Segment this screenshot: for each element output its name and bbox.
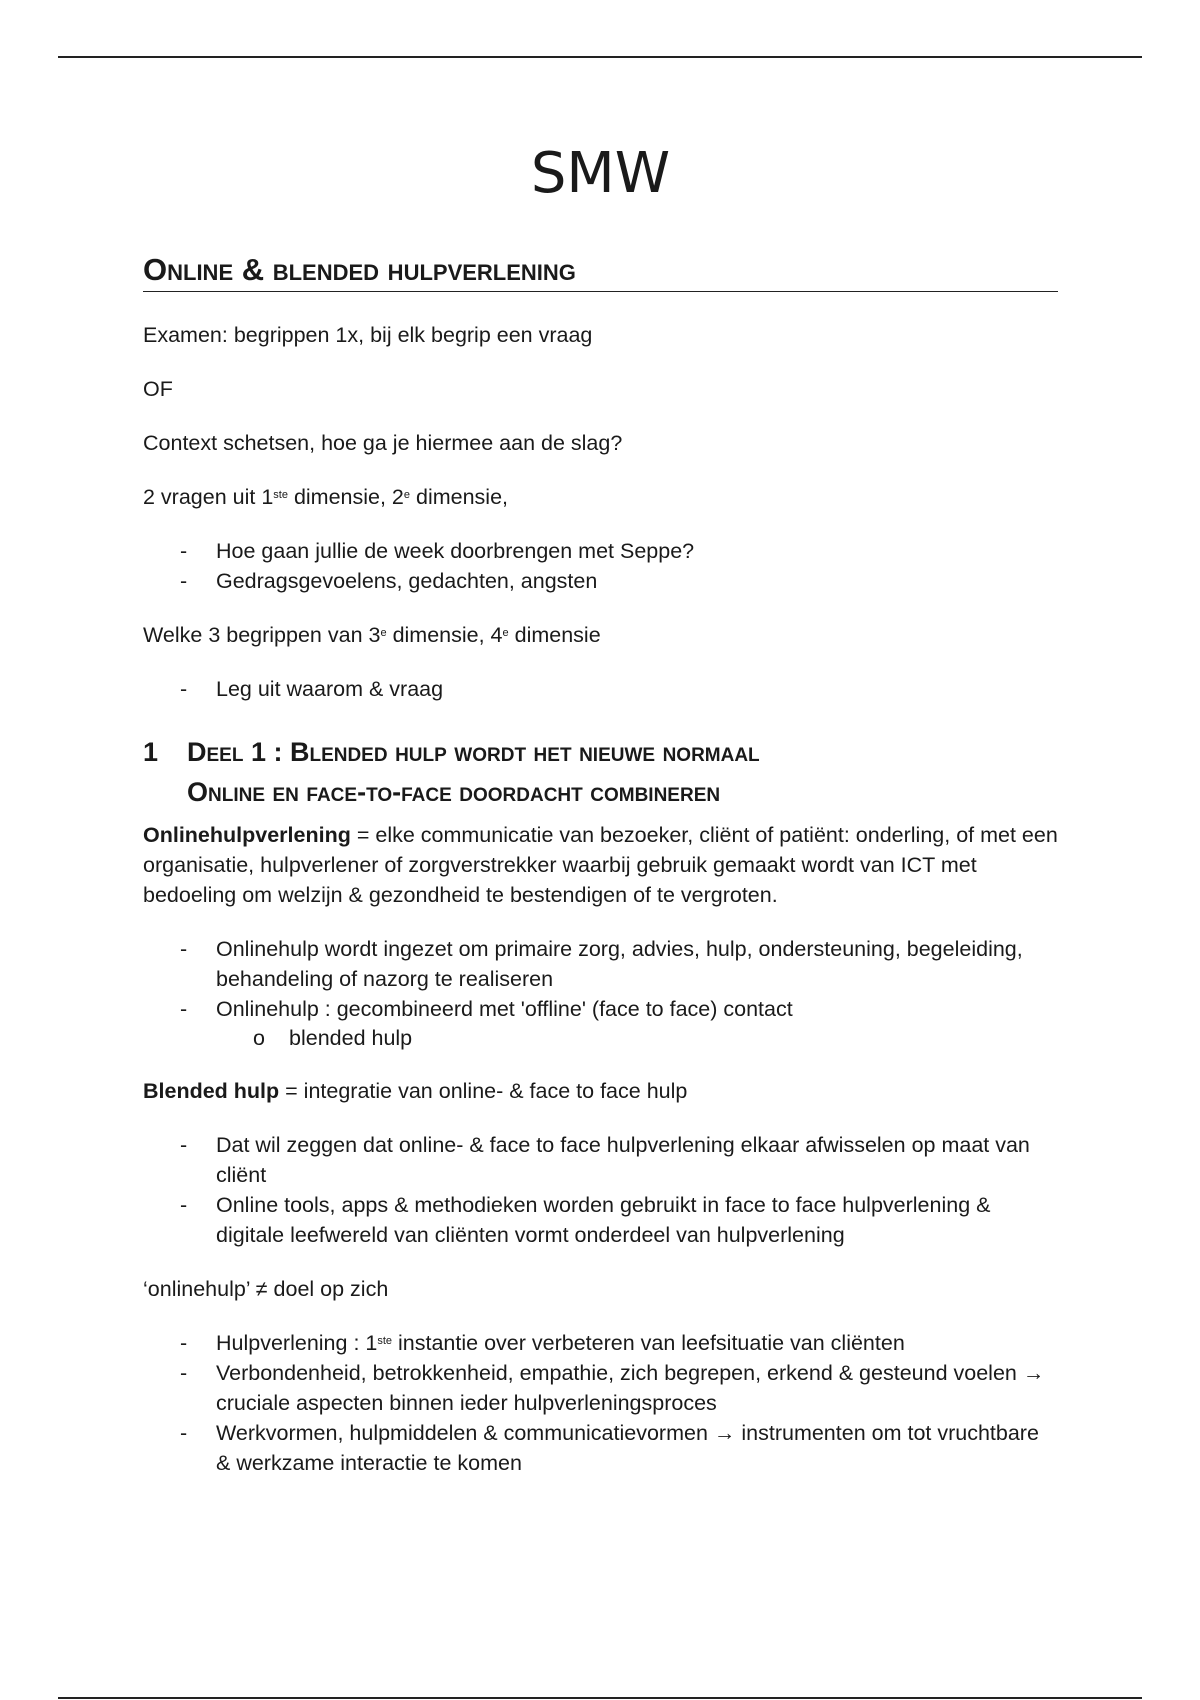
section-heading: Online & blended hulpverlening — [143, 251, 1058, 292]
document-body — [143, 140, 1058, 1478]
part1-heading-line1: Deel 1 : Blended hulp wordt het nieuwe normaal — [187, 737, 760, 767]
list-item: - Werkvormen, hulpmiddelen & communicatievormen → instrumenten om tot vruchtbare & werkzame interactie te komen — [143, 1418, 1058, 1478]
definition-onlinehulpverlening: Onlinehulpverlening = elke communicatie van bezoeker, cliënt of patiënt: onderling, of met een organisatie, hulpverlener of zorgverstrekker waarbij gebruik gemaakt wordt van ICT met bedoeling om welzijn & gezondheid te bestendigen of te vergroten. — [143, 823, 1058, 907]
sub-list — [216, 1024, 1058, 1052]
list-item: - Hoe gaan jullie de week doorbrengen met Seppe? — [143, 536, 1058, 566]
list-item: - Online tools, apps & methodieken worden gebruikt in face to face hulpverlening & digitale leefwereld van cliënten vormt onderdeel van hulpverlening — [143, 1190, 1058, 1250]
questions-line: 2 vragen uit 1ste dimensie, 2e dimensie, — [143, 485, 509, 509]
onlinehulp-list — [143, 934, 1058, 1052]
blended-list — [143, 1130, 1058, 1250]
goal-list — [143, 1328, 1058, 1478]
footer-rule — [58, 1697, 1142, 1699]
list-item: - Leg uit waarom & vraag — [143, 674, 1058, 704]
definition-blended-hulp: Blended hulp = integratie van online- & face to face hulp — [143, 1079, 688, 1103]
list-item: - Dat wil zeggen dat online- & face to face hulpverlening elkaar afwisselen op maat van cliënt — [143, 1130, 1058, 1190]
list-item: - Onlinehulp : gecombineerd met 'offline' (face to face) contact o blended hulp — [143, 994, 1058, 1052]
part1-heading-line2: Online en face-to-face doordacht combineren — [187, 777, 721, 807]
concepts-line: Welke 3 begrippen van 3e dimensie, 4e dimensie — [143, 623, 601, 647]
part1-heading — [143, 732, 1058, 812]
part1-number: 1 — [143, 737, 159, 767]
sub-list-item: o blended hulp — [216, 1024, 1058, 1052]
list-item: - Gedragsgevoelens, gedachten, angsten — [143, 566, 1058, 596]
list-item: - Onlinehulp wordt ingezet om primaire zorg, advies, hulp, ondersteuning, begeleiding, behandeling of nazorg te realiseren — [143, 934, 1058, 994]
header-rule — [58, 56, 1142, 58]
concepts-list — [143, 674, 1058, 704]
goal-line: ‘onlinehulp’ ≠ doel op zich — [143, 1277, 389, 1301]
list-item: - Verbondenheid, betrokkenheid, empathie, zich begrepen, erkend & gesteund voelen → cruciale aspecten binnen ieder hulpverleningsproces — [143, 1358, 1058, 1418]
list-item: - Hulpverlening : 1ste instantie over verbeteren van leefsituatie van cliënten — [143, 1328, 1058, 1358]
context-line: Context schetsen, hoe ga je hiermee aan de slag? — [143, 431, 623, 455]
exam-line: Examen: begrippen 1x, bij elk begrip een vraag — [143, 323, 593, 347]
questions-list — [143, 536, 1058, 596]
document-title: SMW — [530, 141, 671, 206]
or-line: OF — [143, 377, 173, 401]
